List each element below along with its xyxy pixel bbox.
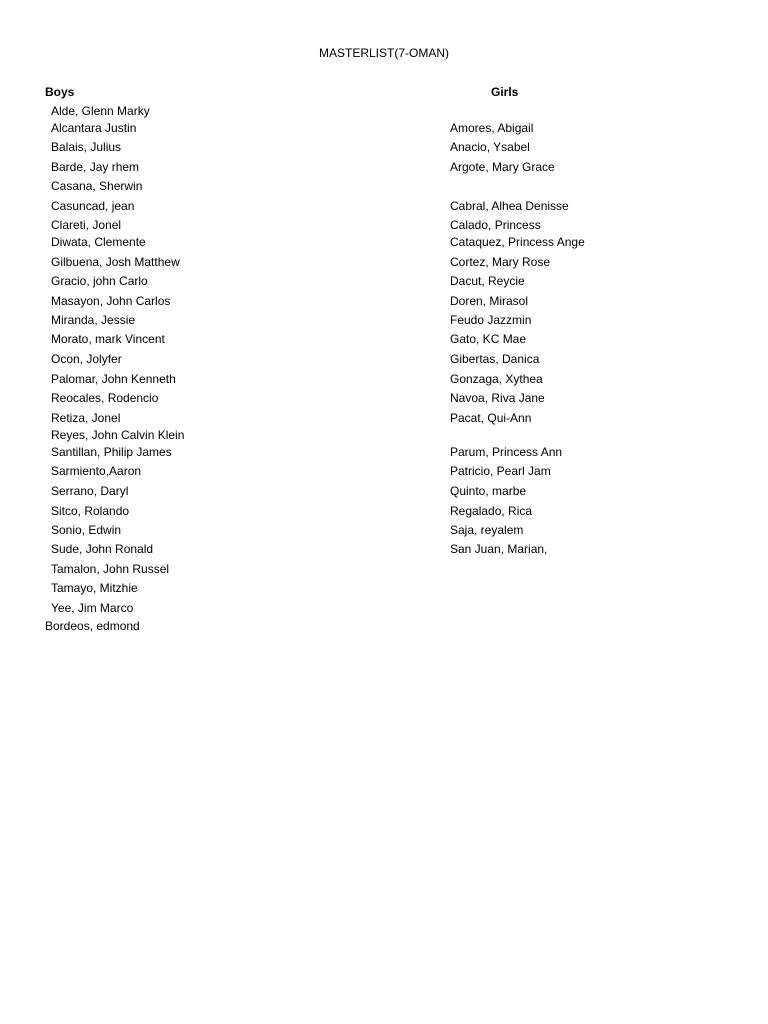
boys-list-item: Morato, mark Vincent xyxy=(51,332,165,346)
girls-list-item: Amores, Abigail xyxy=(450,121,534,135)
boys-list-item: Tamayo, Mitzhie xyxy=(51,581,138,595)
boys-list-item: Casana, Sherwin xyxy=(51,179,143,193)
document-title: MASTERLIST(7-OMAN) xyxy=(318,46,449,60)
boys-list-item: Gracio, john Carlo xyxy=(51,274,148,288)
girls-list-item: Quinto, marbe xyxy=(450,484,527,498)
girls-list-item: Doren, Mirasol xyxy=(450,294,529,308)
boys-list-item: Alde, Glenn Marky xyxy=(51,104,150,118)
boys-list-item: Sonio, Edwin xyxy=(51,523,122,537)
girls-list-item: Argote, Mary Grace xyxy=(450,160,555,174)
boys-list-item: Reyes, John Calvin Klein xyxy=(51,428,185,442)
girls-list-item: Parum, Princess Ann xyxy=(450,445,563,459)
girls-list-item: San Juan, Marian, xyxy=(450,542,548,556)
girls-list-item: Cortez, Mary Rose xyxy=(450,255,551,269)
girls-list-item: Pacat, Qui-Ann xyxy=(450,411,532,425)
boys-list-item: Palomar, John Kenneth xyxy=(51,372,176,386)
boys-heading: Boys xyxy=(45,85,75,99)
boys-list-item: Clareti, Jonel xyxy=(51,218,122,232)
boys-list-item: Sarmiento,Aaron xyxy=(51,464,142,478)
boys-list-item: Reocales, Rodencio xyxy=(51,391,159,405)
boys-list-item: Tamalon, John Russel xyxy=(51,562,170,576)
girls-list-item: Patricio, Pearl Jam xyxy=(450,464,551,478)
boys-list-item: Casuncad, jean xyxy=(51,199,135,213)
boys-list-item: Miranda, Jessie xyxy=(51,313,136,327)
girls-list-item: Feudo Jazzmin xyxy=(450,313,532,327)
girls-heading: Girls xyxy=(491,85,519,99)
girls-list-item: Regalado, Rica xyxy=(450,504,533,518)
boys-list-item: Diwata, Clemente xyxy=(51,235,146,249)
girls-list-item: Calado, Princess xyxy=(450,218,541,232)
boys-list-item: Barde, Jay rhem xyxy=(51,160,140,174)
boys-list-item: Masayon, John Carlos xyxy=(51,294,171,308)
boys-list-item: Sitco, Rolando xyxy=(51,504,130,518)
girls-list-item: Gibertas, Danica xyxy=(450,352,540,366)
girls-list-item: Saja, reyalem xyxy=(450,523,524,537)
girls-list-item: Cataquez, Princess Ange xyxy=(450,235,585,249)
girls-list-item: Anacio, Ysabel xyxy=(450,140,530,154)
boys-list-item: Alcantara Justin xyxy=(51,121,137,135)
girls-list-item: Dacut, Reycie xyxy=(450,274,525,288)
boys-list-item: Sude, John Ronald xyxy=(51,542,154,556)
girls-list-item: Gonzaga, Xythea xyxy=(450,372,543,386)
boys-list-item: Yee, Jim Marco xyxy=(51,601,134,615)
girls-list-item: Navoa, Riva Jane xyxy=(450,391,545,405)
boys-list-item: Bordeos, edmond xyxy=(45,619,140,633)
boys-list-item: Ocon, Jolyfer xyxy=(51,352,122,366)
boys-list-item: Retiza, Jonel xyxy=(51,411,121,425)
boys-list-item: Gilbuena, Josh Matthew xyxy=(51,255,180,269)
girls-list-item: Gato, KC Mae xyxy=(450,332,527,346)
boys-list-item: Serrano, Daryl xyxy=(51,484,129,498)
girls-list-item: Cabral, Alhea Denisse xyxy=(450,199,569,213)
boys-list-item: Balais, Julius xyxy=(51,140,122,154)
boys-list-item: Santillan, Philip James xyxy=(51,445,172,459)
